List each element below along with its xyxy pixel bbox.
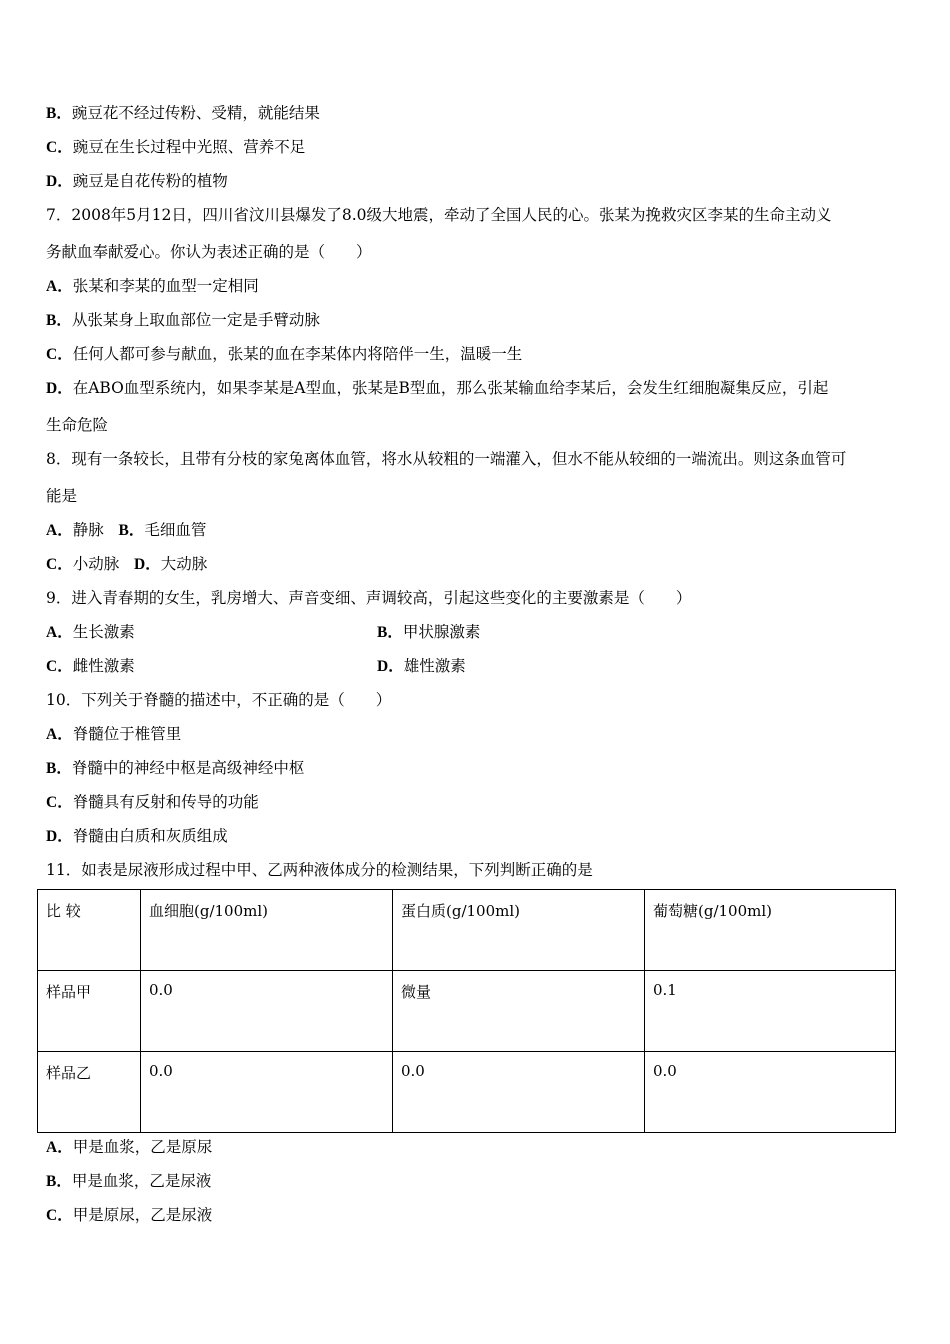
option-text: 脊髓由白质和灰质组成 (72, 827, 228, 845)
table-cell: 样品乙 (38, 1052, 141, 1133)
q9-options-row2 (46, 656, 906, 677)
option-text: 在ABO血型系统内，如果李某是A型血，张某是B型血，那么张某输血给李某后，会发生红细胞凝集反应，引起 (72, 379, 829, 397)
q7-option-d (46, 378, 828, 399)
option-label: B． (46, 760, 72, 777)
option-text: 毛细血管 (144, 521, 207, 539)
q7-option-d-continued: 生命危险 (46, 416, 109, 434)
option-label: C． (46, 139, 73, 156)
q10-stem: 10．下列关于脊髓的描述中，不正确的是（ ） (46, 691, 392, 709)
q7-option-a (46, 276, 259, 297)
option-label: C． (46, 556, 73, 573)
option-text: 张某和李某的血型一定相同 (72, 277, 259, 295)
option-text: 雄性激素 (403, 657, 466, 675)
option-label: A． (46, 624, 73, 641)
option-label: A． (46, 278, 73, 295)
table-cell: 微量 (393, 971, 645, 1052)
option-label: A． (46, 726, 73, 743)
q10-option-c (46, 792, 259, 813)
table-cell: 0.0 (645, 1052, 896, 1133)
option-label: D． (46, 380, 73, 397)
option-text: 脊髓中的神经中枢是高级神经中枢 (71, 759, 305, 777)
option-text: 脊髓具有反射和传导的功能 (72, 793, 259, 811)
option-text: 小动脉 (72, 555, 120, 573)
q7-stem-line2: 务献血奉献爱心。你认为表述正确的是（ ） (46, 243, 372, 261)
q11-option-c (46, 1205, 212, 1226)
option-text: 豌豆在生长过程中光照、营养不足 (72, 138, 306, 156)
option-text: 甲是血浆，乙是原尿 (72, 1138, 213, 1156)
q7-option-c (46, 344, 522, 365)
option-label: A． (46, 1139, 73, 1156)
q7-option-b (46, 310, 320, 331)
q8-stem-line2: 能是 (46, 487, 78, 505)
q9-option-c (46, 657, 135, 675)
option-text: 甲状腺激素 (402, 623, 481, 641)
option-label: D． (134, 556, 161, 573)
table-header-row (38, 890, 896, 971)
option-label: B． (46, 1173, 72, 1190)
option-label: C． (46, 658, 73, 675)
table-cell: 0.0 (141, 971, 393, 1052)
option-text: 豌豆花不经过传粉、受精，就能结果 (71, 104, 320, 122)
q11-stem: 11．如表是尿液形成过程中甲、乙两种液体成分的检测结果，下列判断正确的是 (46, 861, 593, 879)
table-header-cell: 血细胞(g/100ml) (141, 890, 393, 971)
q11-option-a (46, 1137, 212, 1158)
option-text: 甲是血浆，乙是尿液 (71, 1172, 212, 1190)
option-text: 从张某身上取血部位一定是手臂动脉 (71, 311, 320, 329)
option-text: 静脉 (72, 521, 104, 539)
option-label: B． (118, 522, 145, 539)
q8-options-row2 (46, 554, 207, 575)
option-text: 甲是原尿，乙是尿液 (72, 1206, 213, 1224)
q10-option-a (46, 724, 181, 745)
q7-stem-line1: 7．2008年5月12日，四川省汶川县爆发了8.0级大地震，牵动了全国人民的心。张某为挽救灾区李某的生命主动义 (46, 206, 832, 224)
q8-options-row1 (46, 520, 206, 541)
table-row (38, 971, 896, 1052)
option-text: 雌性激素 (72, 657, 135, 675)
option-text: 大动脉 (160, 555, 208, 573)
q6-option-d (46, 171, 228, 192)
table-row (38, 1052, 896, 1133)
option-label: B． (46, 105, 72, 122)
option-label: C． (46, 1207, 73, 1224)
q9-option-a (46, 623, 135, 641)
q11-option-b (46, 1171, 211, 1192)
q6-option-b (46, 103, 320, 124)
q8-stem-line1: 8．现有一条较长，且带有分枝的家兔离体血管，将水从较粗的一端灌入，但水不能从较细的一端流出。则这条血管可 (46, 450, 847, 468)
option-text: 生长激素 (72, 623, 135, 641)
option-label: B． (46, 312, 72, 329)
option-label: B． (377, 624, 403, 641)
option-label: D． (46, 828, 73, 845)
option-text: 豌豆是自花传粉的植物 (72, 172, 228, 190)
q9-stem: 9．进入青春期的女生，乳房增大、声音变细、声调较高，引起这些变化的主要激素是（ ） (46, 589, 692, 607)
table-header-cell: 葡萄糖(g/100ml) (645, 890, 896, 971)
q6-option-c (46, 137, 305, 158)
option-label: D． (46, 173, 73, 190)
option-label: A． (46, 522, 73, 539)
q9-option-b (377, 622, 480, 643)
table-cell: 0.1 (645, 971, 896, 1052)
option-label: D． (377, 658, 404, 675)
option-label: C． (46, 794, 73, 811)
option-label: C． (46, 346, 73, 363)
option-text: 脊髓位于椎管里 (72, 725, 182, 743)
q9-options-row1 (46, 622, 906, 643)
table-cell: 0.0 (141, 1052, 393, 1133)
q11-data-table (37, 889, 896, 1133)
q10-option-d (46, 826, 228, 847)
table-header-cell: 比 较 (38, 890, 141, 971)
option-text: 任何人都可参与献血，张某的血在李某体内将陪伴一生，温暖一生 (72, 345, 523, 363)
table-header-cell: 蛋白质(g/100ml) (393, 890, 645, 971)
table-cell: 样品甲 (38, 971, 141, 1052)
q9-option-d (377, 656, 466, 677)
q10-option-b (46, 758, 304, 779)
table-cell: 0.0 (393, 1052, 645, 1133)
